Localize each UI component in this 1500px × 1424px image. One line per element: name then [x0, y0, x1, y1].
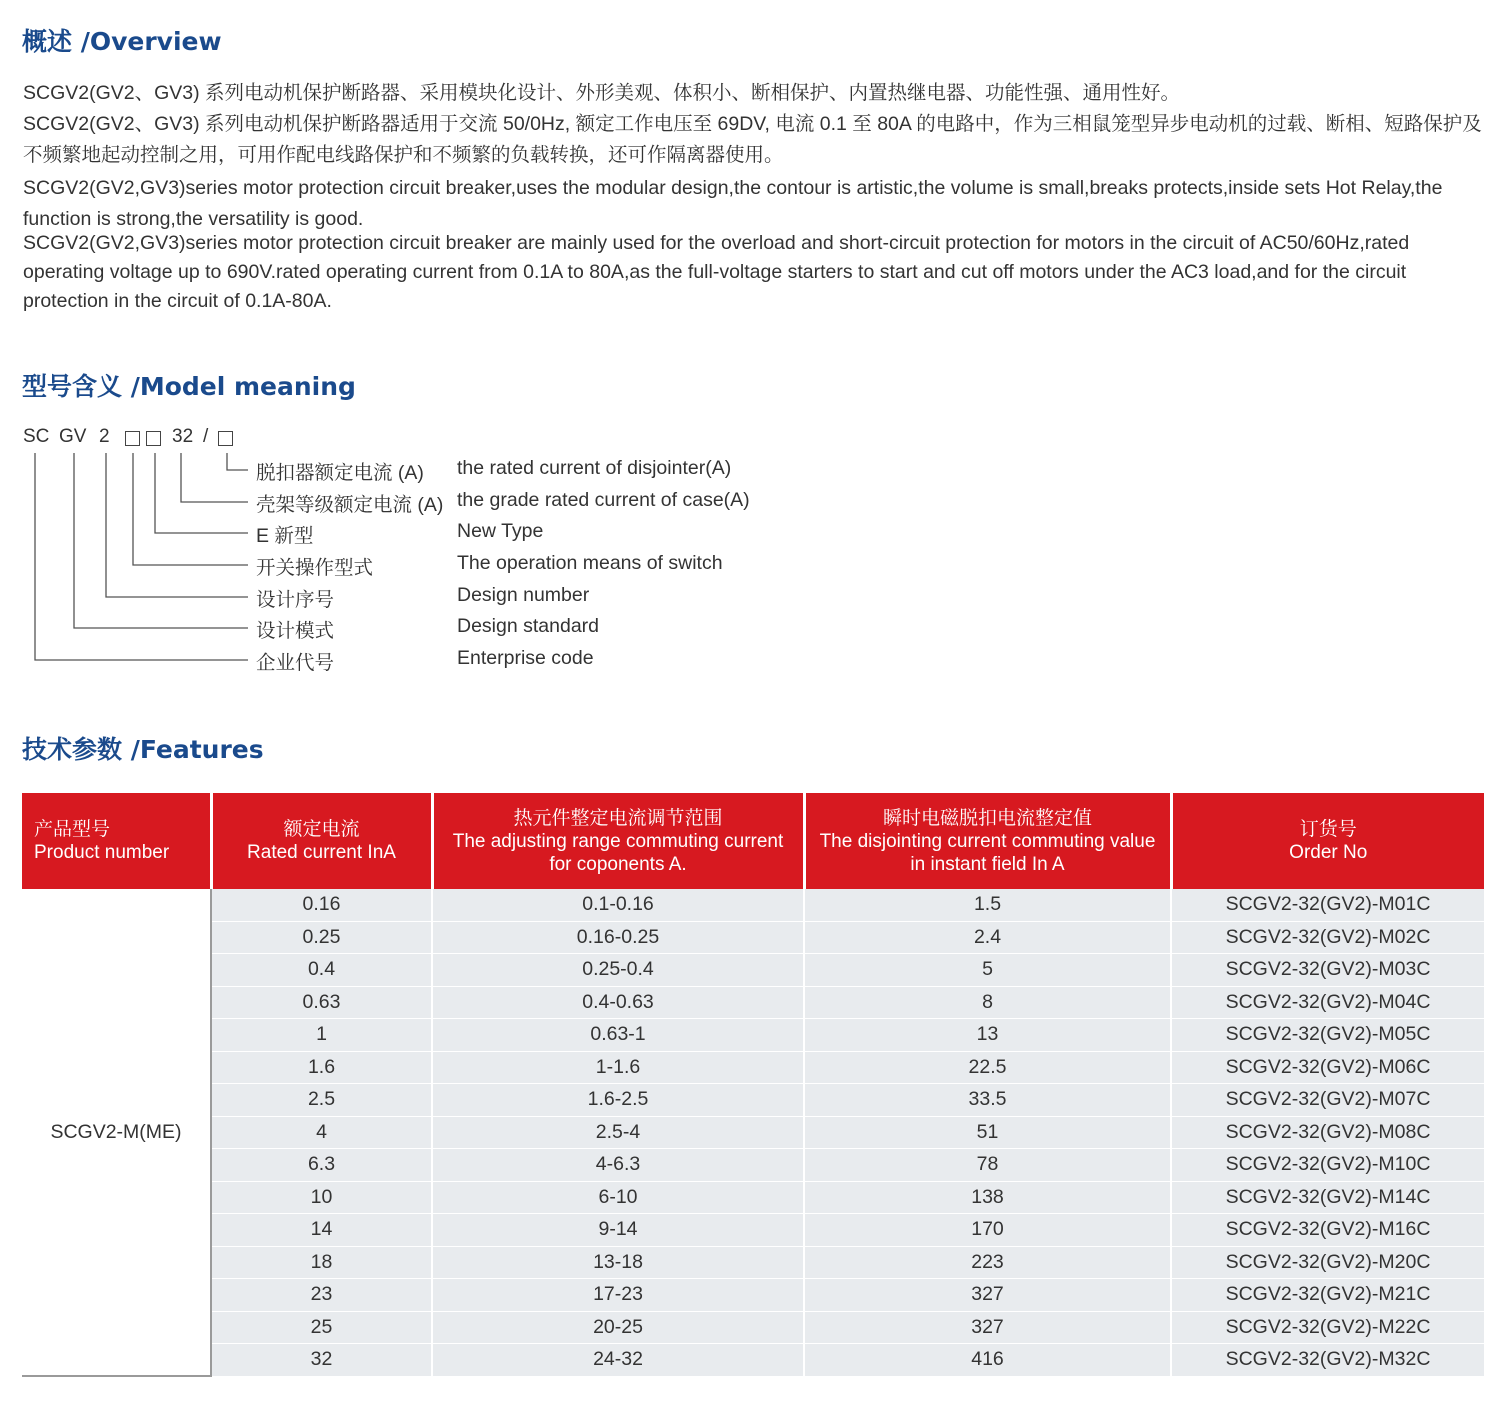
overview-paragraph: SCGV2(GV2,GV3)series motor protection circuit breaker are mainly used for the overload and short-circuit protection for motors in the circuit of AC50/60Hz,rated operating voltage up to 690V.rated operating current from 0.1A to 80A,as the full-voltage starters to start and cut off motors under the AC3 load,and for the circuit protection in the circuit of 0.1A-80A. [23, 232, 1410, 312]
order-no-cell: SCGV2-32(GV2)-M16C [1171, 1214, 1484, 1247]
table-row [22, 1149, 1484, 1182]
adjusting-range-cell: 6-10 [432, 1181, 804, 1214]
rated-current-cell: 25 [211, 1311, 432, 1344]
order-no-cell: SCGV2-32(GV2)-M32C [1171, 1344, 1484, 1377]
disjointing-current-cell: 327 [804, 1279, 1171, 1312]
model-label-en: the grade rated current of case(A) [457, 489, 750, 511]
table-row [22, 889, 1484, 921]
table-row [22, 1051, 1484, 1084]
column-header-rated-current: 额定电流 Rated current InA [211, 793, 432, 889]
adjusting-range-cell: 0.63-1 [432, 1019, 804, 1052]
model-label-zh: E 新型 [256, 525, 314, 547]
model-label-en: Design number [457, 584, 590, 606]
adjusting-range-cell: 2.5-4 [432, 1116, 804, 1149]
table-row [22, 1311, 1484, 1344]
adjusting-range-cell: 17-23 [432, 1279, 804, 1312]
adjusting-range-cell: 1.6-2.5 [432, 1084, 804, 1117]
rated-current-cell: 14 [211, 1214, 432, 1247]
rated-current-cell: 0.16 [211, 889, 432, 921]
model-label-zh: 脱扣器额定电流 (A) [256, 462, 424, 484]
features-heading: 技术参数 /Features [22, 735, 264, 764]
disjointing-current-cell: 170 [804, 1214, 1171, 1247]
adjusting-range-cell: 4-6.3 [432, 1149, 804, 1182]
order-no-cell: SCGV2-32(GV2)-M14C [1171, 1181, 1484, 1214]
overview-heading: 概述 /Overview [22, 27, 222, 56]
code-32: 32 [172, 426, 194, 447]
table-row [22, 1084, 1484, 1117]
rated-current-cell: 23 [211, 1279, 432, 1312]
order-no-cell: SCGV2-32(GV2)-M03C [1171, 954, 1484, 987]
rated-current-cell: 10 [211, 1181, 432, 1214]
model-connector-lines [0, 0, 260, 680]
order-no-cell: SCGV2-32(GV2)-M07C [1171, 1084, 1484, 1117]
model-label-en: Enterprise code [457, 647, 594, 669]
code-sc: SC [23, 426, 50, 447]
adjusting-range-cell: 20-25 [432, 1311, 804, 1344]
code-slash: / [203, 426, 209, 447]
adjusting-range-cell: 24-32 [432, 1344, 804, 1377]
code-2: 2 [99, 426, 110, 447]
features-table [22, 793, 1484, 1377]
disjointing-current-cell: 223 [804, 1246, 1171, 1279]
model-label-zh: 设计模式 [256, 620, 335, 642]
disjointing-current-cell: 1.5 [804, 889, 1171, 921]
table-row [22, 1246, 1484, 1279]
rated-current-cell: 2.5 [211, 1084, 432, 1117]
disjointing-current-cell: 327 [804, 1311, 1171, 1344]
disjointing-current-cell: 22.5 [804, 1051, 1171, 1084]
product-number-cell: SCGV2-M(ME) [22, 889, 211, 1376]
disjointing-current-cell: 51 [804, 1116, 1171, 1149]
rated-current-cell: 4 [211, 1116, 432, 1149]
column-header-order-no: 订货号 Order No [1171, 793, 1484, 889]
model-label-en: New Type [457, 520, 544, 542]
disjointing-current-cell: 33.5 [804, 1084, 1171, 1117]
rated-current-cell: 0.25 [211, 921, 432, 954]
table-row [22, 986, 1484, 1019]
table-header-row [22, 793, 1484, 889]
overview-paragraph: SCGV2(GV2,GV3)series motor protection circuit breaker,uses the modular design,the contour is artistic,the volume is small,breaks protects,inside sets Hot Relay,the function is strong,the versatility is good. [23, 177, 1443, 230]
order-no-cell: SCGV2-32(GV2)-M04C [1171, 986, 1484, 1019]
model-label-en: Design standard [457, 615, 600, 637]
model-label-en: the rated current of disjointer(A) [457, 457, 732, 479]
adjusting-range-cell: 0.1-0.16 [432, 889, 804, 921]
rated-current-cell: 1 [211, 1019, 432, 1052]
order-no-cell: SCGV2-32(GV2)-M10C [1171, 1149, 1484, 1182]
model-label-zh: 开关操作型式 [256, 557, 374, 579]
code-gv: GV [59, 426, 87, 447]
table-row [22, 1181, 1484, 1214]
adjusting-range-cell: 0.25-0.4 [432, 954, 804, 987]
column-header-adjusting-range: 热元件整定电流调节范围 The adjusting range commuting current for coponents A. [432, 793, 804, 889]
table-row [22, 1344, 1484, 1377]
order-no-cell: SCGV2-32(GV2)-M22C [1171, 1311, 1484, 1344]
model-label-zh: 企业代号 [256, 652, 335, 674]
disjointing-current-cell: 138 [804, 1181, 1171, 1214]
overview-paragraph: SCGV2(GV2、GV3) 系列电动机保护断路器适用于交流 50/0Hz, 额定工作电压至 69DV, 电流 0.1 至 80A 的电路中，作为三相鼠笼型异步电动机的过载、断相、短路保护及不频繁地起动控制之用，可用作配电线路保护和不频繁的负载转换，还可作隔离器使用。 [23, 113, 1482, 166]
disjointing-current-cell: 2.4 [804, 921, 1171, 954]
model-heading: 型号含义 /Model meaning [22, 372, 356, 401]
order-no-cell: SCGV2-32(GV2)-M06C [1171, 1051, 1484, 1084]
adjusting-range-cell: 13-18 [432, 1246, 804, 1279]
model-label-zh: 设计序号 [256, 589, 335, 611]
order-no-cell: SCGV2-32(GV2)-M08C [1171, 1116, 1484, 1149]
disjointing-current-cell: 78 [804, 1149, 1171, 1182]
disjointing-current-cell: 5 [804, 954, 1171, 987]
rated-current-cell: 0.4 [211, 954, 432, 987]
order-no-cell: SCGV2-32(GV2)-M20C [1171, 1246, 1484, 1279]
adjusting-range-cell: 0.16-0.25 [432, 921, 804, 954]
table-row [22, 1279, 1484, 1312]
table-row [22, 1214, 1484, 1247]
rated-current-cell: 0.63 [211, 986, 432, 1019]
adjusting-range-cell: 9-14 [432, 1214, 804, 1247]
table-row [22, 1116, 1484, 1149]
table-row [22, 1019, 1484, 1052]
disjointing-current-cell: 8 [804, 986, 1171, 1019]
column-header-product: 产品型号 Product number [22, 793, 211, 889]
order-no-cell: SCGV2-32(GV2)-M01C [1171, 889, 1484, 921]
disjointing-current-cell: 416 [804, 1344, 1171, 1377]
table-row [22, 921, 1484, 954]
rated-current-cell: 1.6 [211, 1051, 432, 1084]
order-no-cell: SCGV2-32(GV2)-M05C [1171, 1019, 1484, 1052]
order-no-cell: SCGV2-32(GV2)-M21C [1171, 1279, 1484, 1312]
rated-current-cell: 32 [211, 1344, 432, 1377]
order-no-cell: SCGV2-32(GV2)-M02C [1171, 921, 1484, 954]
overview-paragraph: SCGV2(GV2、GV3) 系列电动机保护断路器、采用模块化设计、外形美观、体积小、断相保护、内置热继电器、功能性强、通用性好。 [23, 82, 1181, 104]
adjusting-range-cell: 0.4-0.63 [432, 986, 804, 1019]
rated-current-cell: 6.3 [211, 1149, 432, 1182]
model-label-en: The operation means of switch [457, 552, 723, 574]
column-header-disjointing-current: 瞬时电磁脱扣电流整定值 The disjointing current commuting value in instant field In A [804, 793, 1171, 889]
model-label-zh: 壳架等级额定电流 (A) [256, 494, 444, 516]
adjusting-range-cell: 1-1.6 [432, 1051, 804, 1084]
disjointing-current-cell: 13 [804, 1019, 1171, 1052]
rated-current-cell: 18 [211, 1246, 432, 1279]
table-row [22, 954, 1484, 987]
